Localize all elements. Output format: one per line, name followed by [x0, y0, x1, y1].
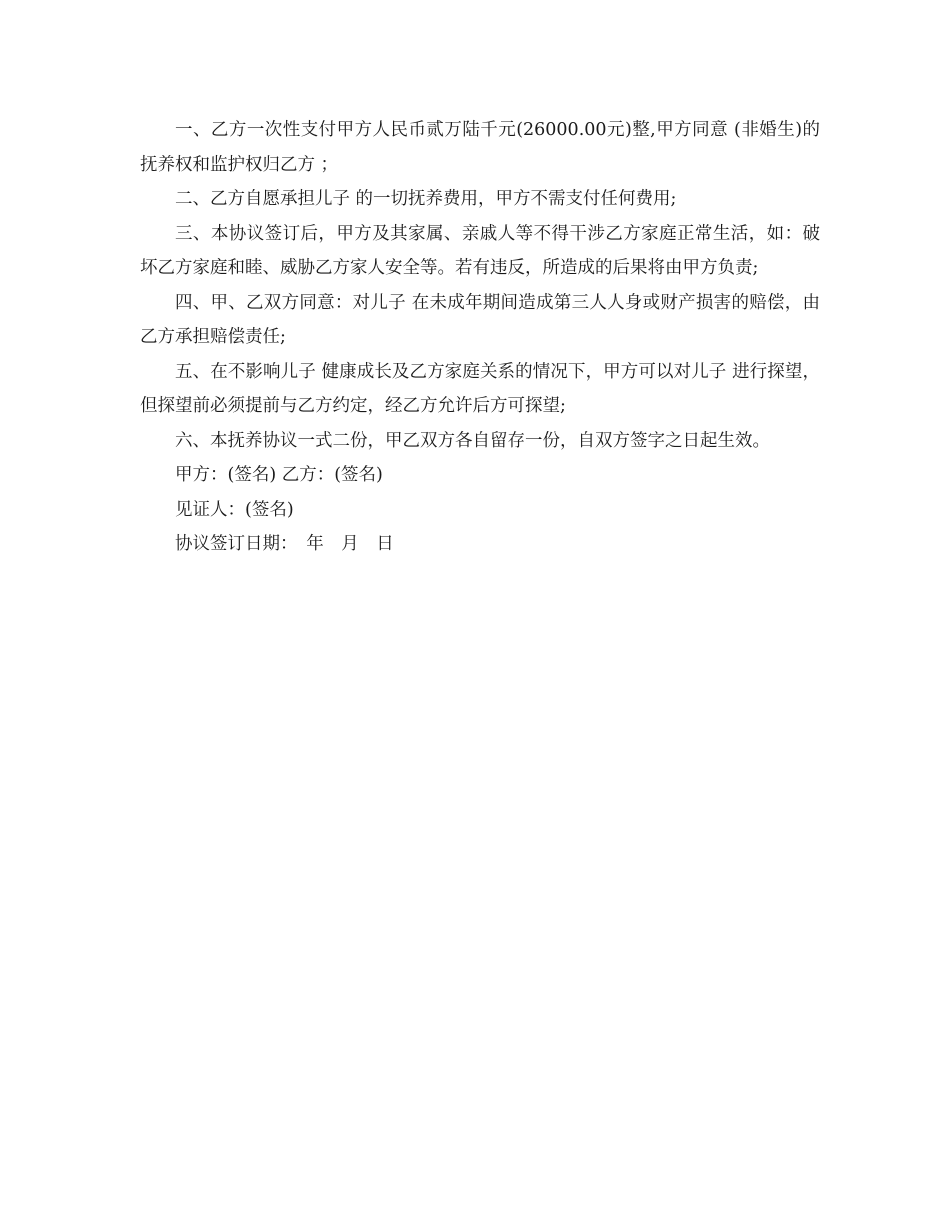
clause-1: 一、乙方一次性支付甲方人民币贰万陆千元(26000.00元)整,甲方同意 (非婚生)的抚养权和监护权归乙方 ； — [140, 120, 820, 175]
witness-line: 见证人：(签名) — [175, 499, 294, 520]
clause-6: 六、本抚养协议一式二份，甲乙双方各自留存一份，自双方签字之日起生效。 — [175, 430, 770, 451]
signature-line: 甲方：(签名) 乙方：(签名) — [175, 465, 383, 485]
agreement-body — [140, 113, 820, 562]
clause-2: 二、乙方自愿承担儿子 的一切抚养费用，甲方不需支付任何费用; — [175, 189, 677, 209]
clause-4: 四、甲、乙双方同意：对儿子 在未成年期间造成第三人人身或财产损害的赔偿，由乙方承担赔偿责任; — [140, 292, 820, 347]
clause-3: 三、本协议签订后，甲方及其家属、亲戚人等不得干涉乙方家庭正常生活，如：破坏乙方家庭和睦、威胁乙方家人安全等。若有违反，所造成的后果将由甲方负责; — [140, 223, 820, 278]
clause-5: 五、在不影响儿子 健康成长及乙方家庭关系的情况下，甲方可以对儿子 进行探望，但探望前必须提前与乙方约定，经乙方允许后方可探望; — [140, 361, 820, 416]
date-line: 协议签订日期： 年 月 日 — [175, 534, 394, 554]
